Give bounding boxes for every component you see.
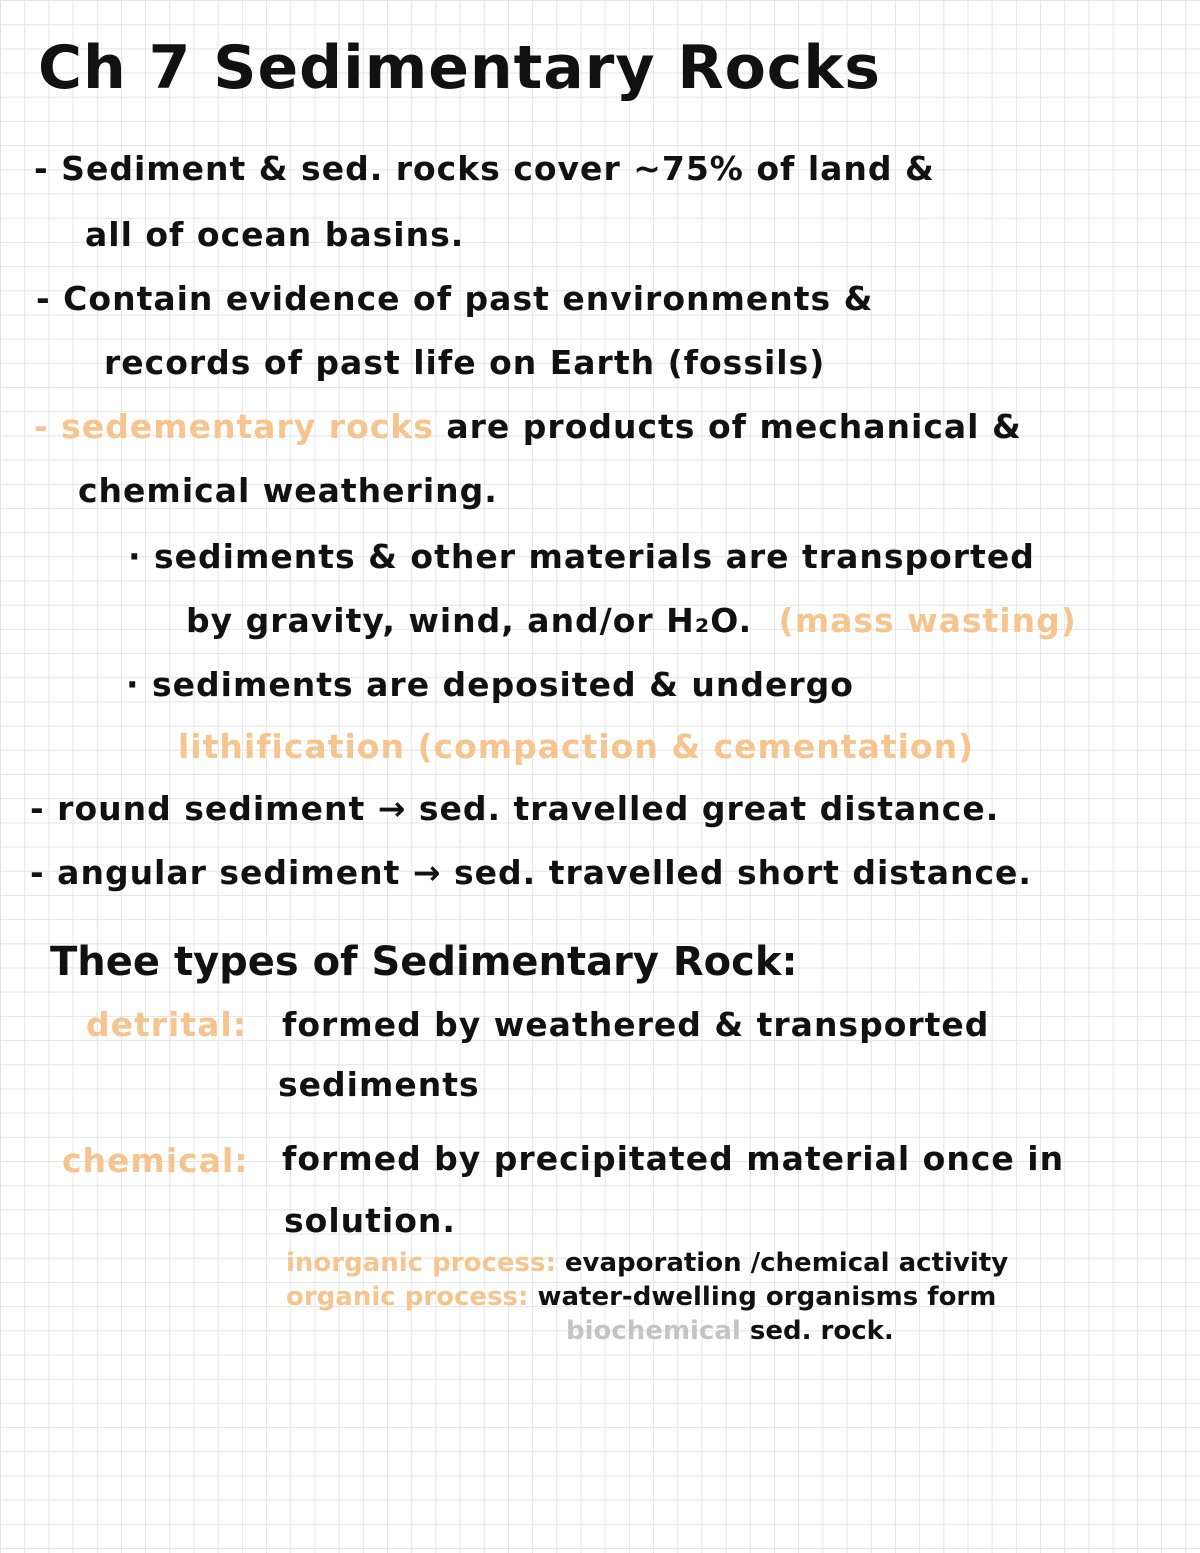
sub-bullet-2-line-1: · sediments are deposited & undergo — [126, 665, 854, 704]
bullet-2-line-2: records of past life on Earth (fossils) — [104, 343, 826, 382]
chemical-line-2: solution. — [284, 1201, 456, 1240]
page-title: Ch 7 Sedimentary Rocks — [38, 33, 881, 103]
bullet-2-line-1: - Contain evidence of past environments & — [36, 279, 874, 318]
sub-bullet-1-line-1: · sediments & other materials are transported — [128, 537, 1035, 576]
mass-wasting-note: (mass wasting) — [778, 601, 1077, 640]
lithification-line: lithification (compaction & cementation) — [178, 727, 975, 766]
detrital-term: detrital: — [86, 1005, 247, 1044]
biochemical-term: biochemical — [566, 1316, 741, 1346]
bullet-1-line-2: all of ocean basins. — [85, 215, 465, 254]
bullet-5-angular-sediment: - angular sediment → sed. travelled short distance. — [30, 853, 1032, 892]
types-heading: Thee types of Sedimentary Rock: — [50, 939, 798, 985]
bullet-4-round-sediment: - round sediment → sed. travelled great distance. — [30, 789, 1000, 828]
organic-process-line — [286, 1284, 996, 1310]
chemical-term: chemical: — [62, 1141, 249, 1180]
chemical-line-1: formed by precipitated material once in — [282, 1139, 1065, 1178]
sub-bullet-1-line-2 — [186, 601, 1077, 640]
biochemical-line — [566, 1318, 894, 1344]
biochemical-rest: sed. rock. — [749, 1316, 894, 1346]
bullet-3-line-2: chemical weathering. — [78, 471, 498, 510]
inorganic-process-line — [286, 1250, 1008, 1276]
bullet-3-line-1 — [34, 407, 1022, 446]
sub-bullet-1-text: by gravity, wind, and/or H₂O. — [186, 601, 753, 640]
inorganic-process-desc: evaporation /chemical activity — [564, 1248, 1009, 1278]
detrital-line-2: sediments — [278, 1065, 480, 1104]
bullet-1-line-1: - Sediment & sed. rocks cover ~75% of land & — [34, 149, 935, 188]
bullet-3-rest: are products of mechanical & — [433, 407, 1022, 446]
detrital-line-1: formed by weathered & transported — [282, 1005, 990, 1044]
organic-process-term: organic process: — [286, 1282, 529, 1312]
inorganic-process-term: inorganic process: — [286, 1248, 556, 1278]
organic-process-desc: water-dwelling organisms form — [537, 1282, 997, 1312]
sedimentary-rocks-term: - sedementary rocks — [34, 407, 434, 446]
